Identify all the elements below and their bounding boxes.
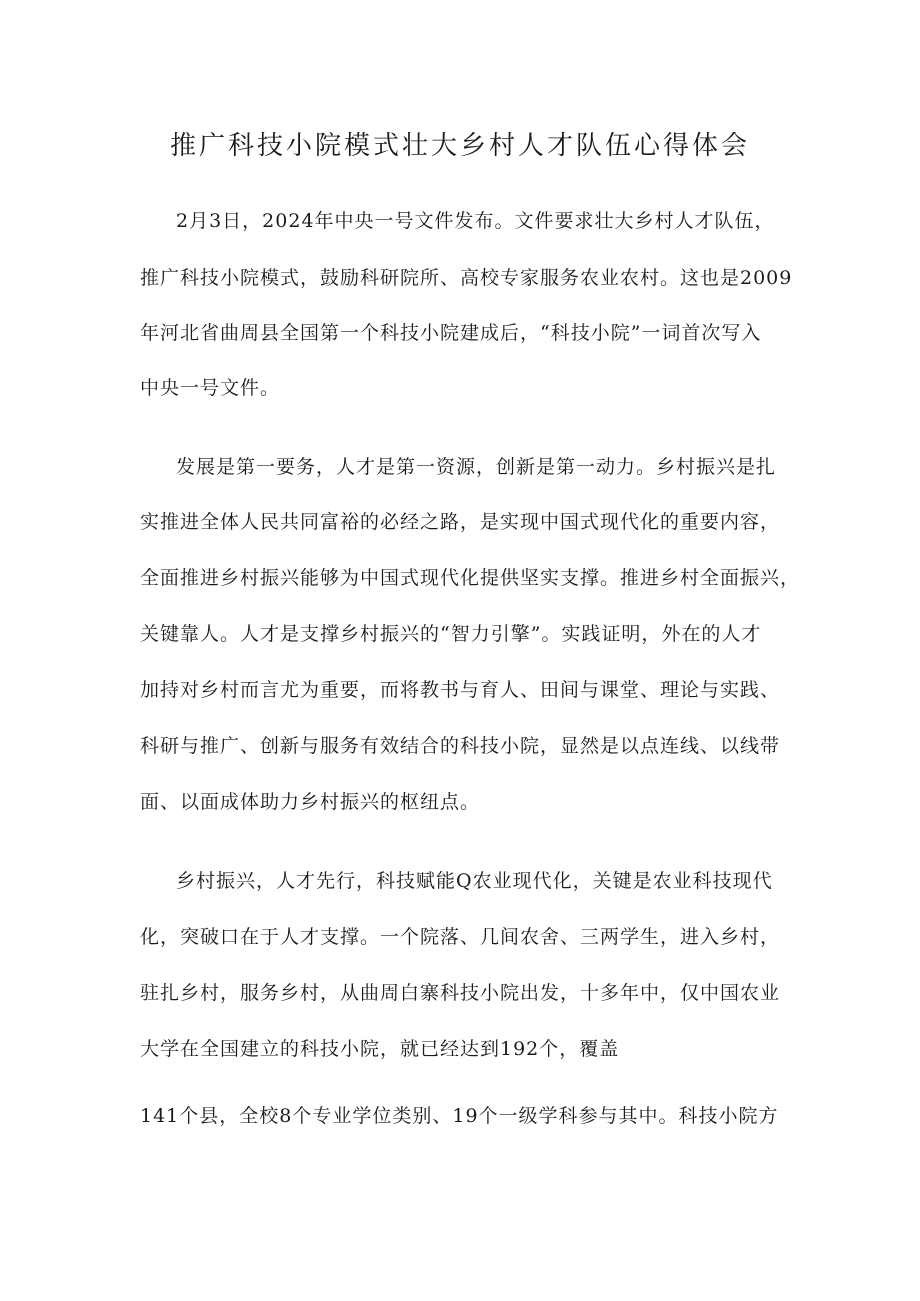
- paragraph-1-line-4: 中央一号文件。: [140, 377, 281, 399]
- paragraph-1-line-2: 推广科技小院模式，鼓励科研院所、高校专家服务农业农村。这也是2009: [140, 267, 793, 289]
- paragraph-3-line-2: 化，突破口在于人才支撑。一个院落、几间农舍、三两学生，进入乡村，: [140, 926, 781, 948]
- paragraph-2-line-6: 科研与推广、创新与服务有效结合的科技小院，显然是以点连线、以线带: [140, 735, 781, 757]
- paragraph-2-line-4: 关键靠人。人才是支撑乡村振兴的“智力引擎”。实践证明，外在的人才: [140, 623, 762, 645]
- paragraph-3-line-1: 乡村振兴，人才先行，科技赋能Q农业现代化，关键是农业科技现代: [176, 870, 773, 892]
- paragraph-1-line-3: 年河北省曲周县全国第一个科技小院建成后，“科技小院”一词首次写入: [140, 322, 762, 344]
- paragraph-1-line-1: 2月3日，2024年中央一号文件发布。文件要求壮大乡村人才队伍，: [176, 210, 775, 232]
- paragraph-2-line-5: 加持对乡村而言尤为重要，而将教书与育人、田间与课堂、理论与实践、: [140, 679, 781, 701]
- paragraph-2-line-7: 面、以面成体助力乡村振兴的枢纽点。: [140, 791, 481, 813]
- paragraph-2-line-2: 实推进全体人民共同富裕的必经之路，是实现中国式现代化的重要内容，: [140, 511, 781, 533]
- paragraph-4-line-1: 141个县，全校8个专业学位类别、19个一级学科参与其中。科技小院方: [140, 1105, 779, 1127]
- paragraph-2-line-1: 发展是第一要务，人才是第一资源，创新是第一动力。乡村振兴是扎: [176, 456, 777, 478]
- paragraph-3-line-4: 大学在全国建立的科技小院，就已经达到192个，覆盖: [140, 1038, 620, 1060]
- document-title: 推广科技小院模式壮大乡村人才队伍心得体会: [169, 131, 750, 161]
- paragraph-2-line-3: 全面推进乡村振兴能够为中国式现代化提供坚实支撑。推进乡村全面振兴，: [140, 567, 800, 589]
- paragraph-3-line-3: 驻扎乡村，服务乡村，从曲周白寨科技小院出发，十多年中，仅中国农业: [140, 982, 781, 1004]
